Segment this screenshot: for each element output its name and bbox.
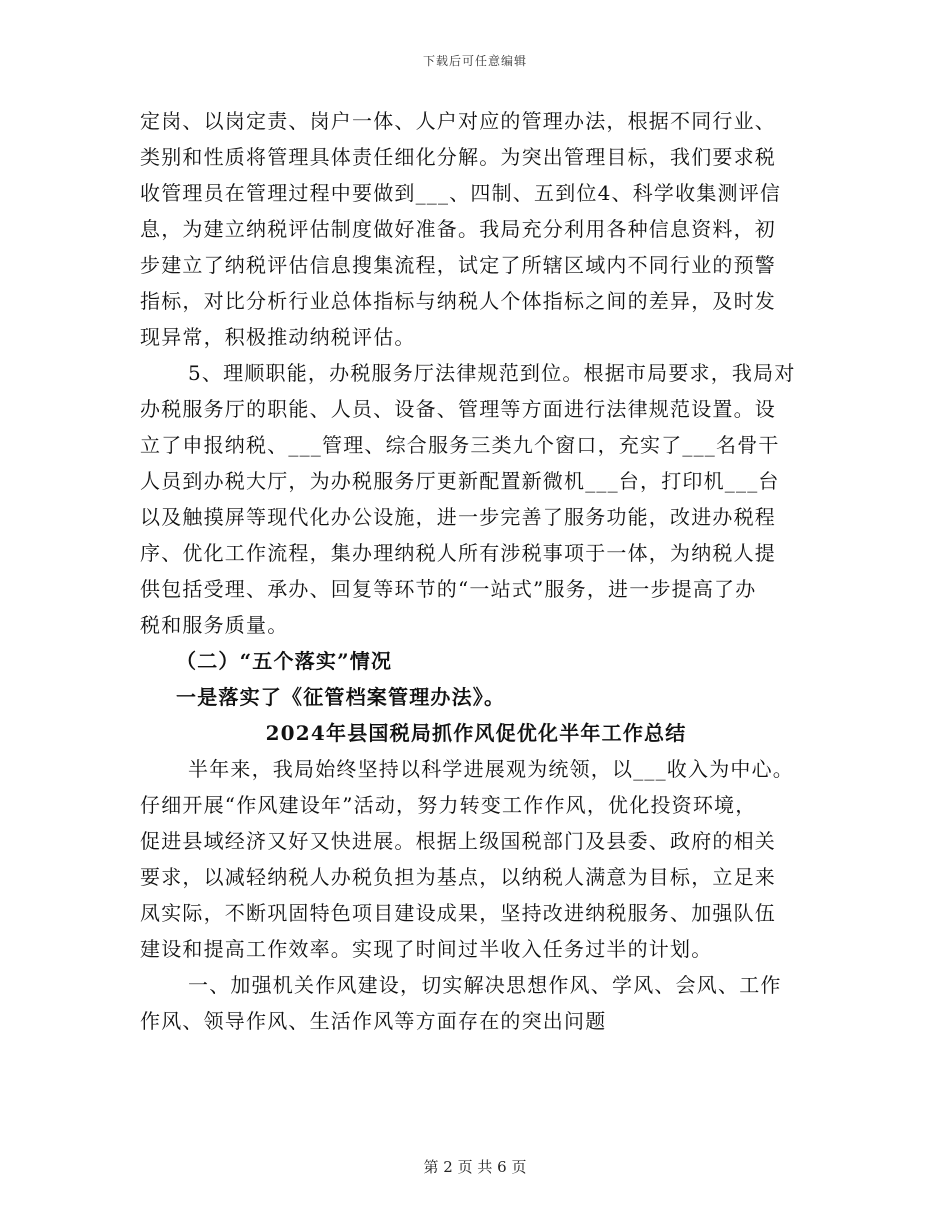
text-line: 5、理顺职能，办税服务厅法律规范到位。根据市局要求，我局对: [188, 361, 796, 385]
document-body: [140, 103, 812, 1039]
text-line: 税和服务质量。: [140, 613, 289, 637]
text-line: 定岗、以岗定责、岗户一体、人户对应的管理办法，根据不同行业、: [140, 109, 776, 133]
text-line: 仔细开展“作风建设年”活动，努力转变工作作风，优化投资环境，: [140, 793, 757, 817]
text-line: 半年来，我局始终坚持以科学进展观为统领，以___收入为中心。: [188, 757, 794, 781]
text-line: 步建立了纳税评估信息搜集流程，试定了所辖区域内不同行业的预警: [140, 253, 776, 277]
text-line: 办税服务厅的职能、人员、设备、管理等方面进行法律规范设置。设: [140, 397, 776, 421]
text-line: 供包括受理、承办、回复等环节的“一站式”服务，进一步提高了办: [140, 577, 757, 601]
text-line: 收管理员在管理过程中要做到___、四制、五到位4、科学收集测评信: [140, 181, 782, 205]
section-title: 2024年县国税局抓作风促优化半年工作总结: [265, 721, 687, 745]
text-line: 促进县域经济又好又快进展。根据上级国税部门及县委、政府的相关: [140, 829, 776, 853]
text-line: 要求，以减轻纳税人办税负担为基点，以纳税人满意为目标，立足来: [140, 865, 776, 889]
text-line: 一、加强机关作风建设，切实解决思想作风、学风、会风、工作: [188, 973, 782, 997]
text-line: 息，为建立纳税评估制度做好准备。我局充分利用各种信息资料，初: [140, 217, 776, 241]
text-line: 现异常，积极推动纳税评估。: [140, 325, 416, 349]
text-line: 人员到办税大厅，为办税服务厅更新配置新微机___台，打印机___台: [140, 469, 780, 493]
text-line: 作风、领导作风、生活作风等方面存在的突出问题: [140, 1009, 607, 1033]
text-line: 建设和提高工作效率。实现了时间过半收入任务过半的计划。: [140, 937, 713, 961]
text-line: 指标，对比分析行业总体指标与纳税人个体指标之间的差异，及时发: [140, 289, 776, 313]
text-line: 以及触摸屏等现代化办公设施，进一步完善了服务功能，改进办税程: [140, 505, 776, 529]
page-footer: 第 2 页 共 6 页: [423, 1158, 527, 1176]
section-heading: 一是落实了《征管档案管理办法》。: [176, 685, 506, 709]
text-line: 立了申报纳税、___管理、综合服务三类九个窗口，充实了___名骨干: [140, 433, 780, 457]
section-heading: （二）“五个落实”情况: [176, 649, 393, 673]
text-line: 类别和性质将管理具体责任细化分解。为突出管理目标，我们要求税: [140, 145, 776, 169]
page-header: 下载后可任意编辑: [422, 54, 527, 68]
text-line: 序、优化工作流程，集办理纳税人所有涉税事项于一体，为纳税人提: [140, 541, 776, 565]
text-line: 凤实际，不断巩固特色项目建设成果，坚持改进纳税服务、加强队伍: [140, 901, 776, 925]
